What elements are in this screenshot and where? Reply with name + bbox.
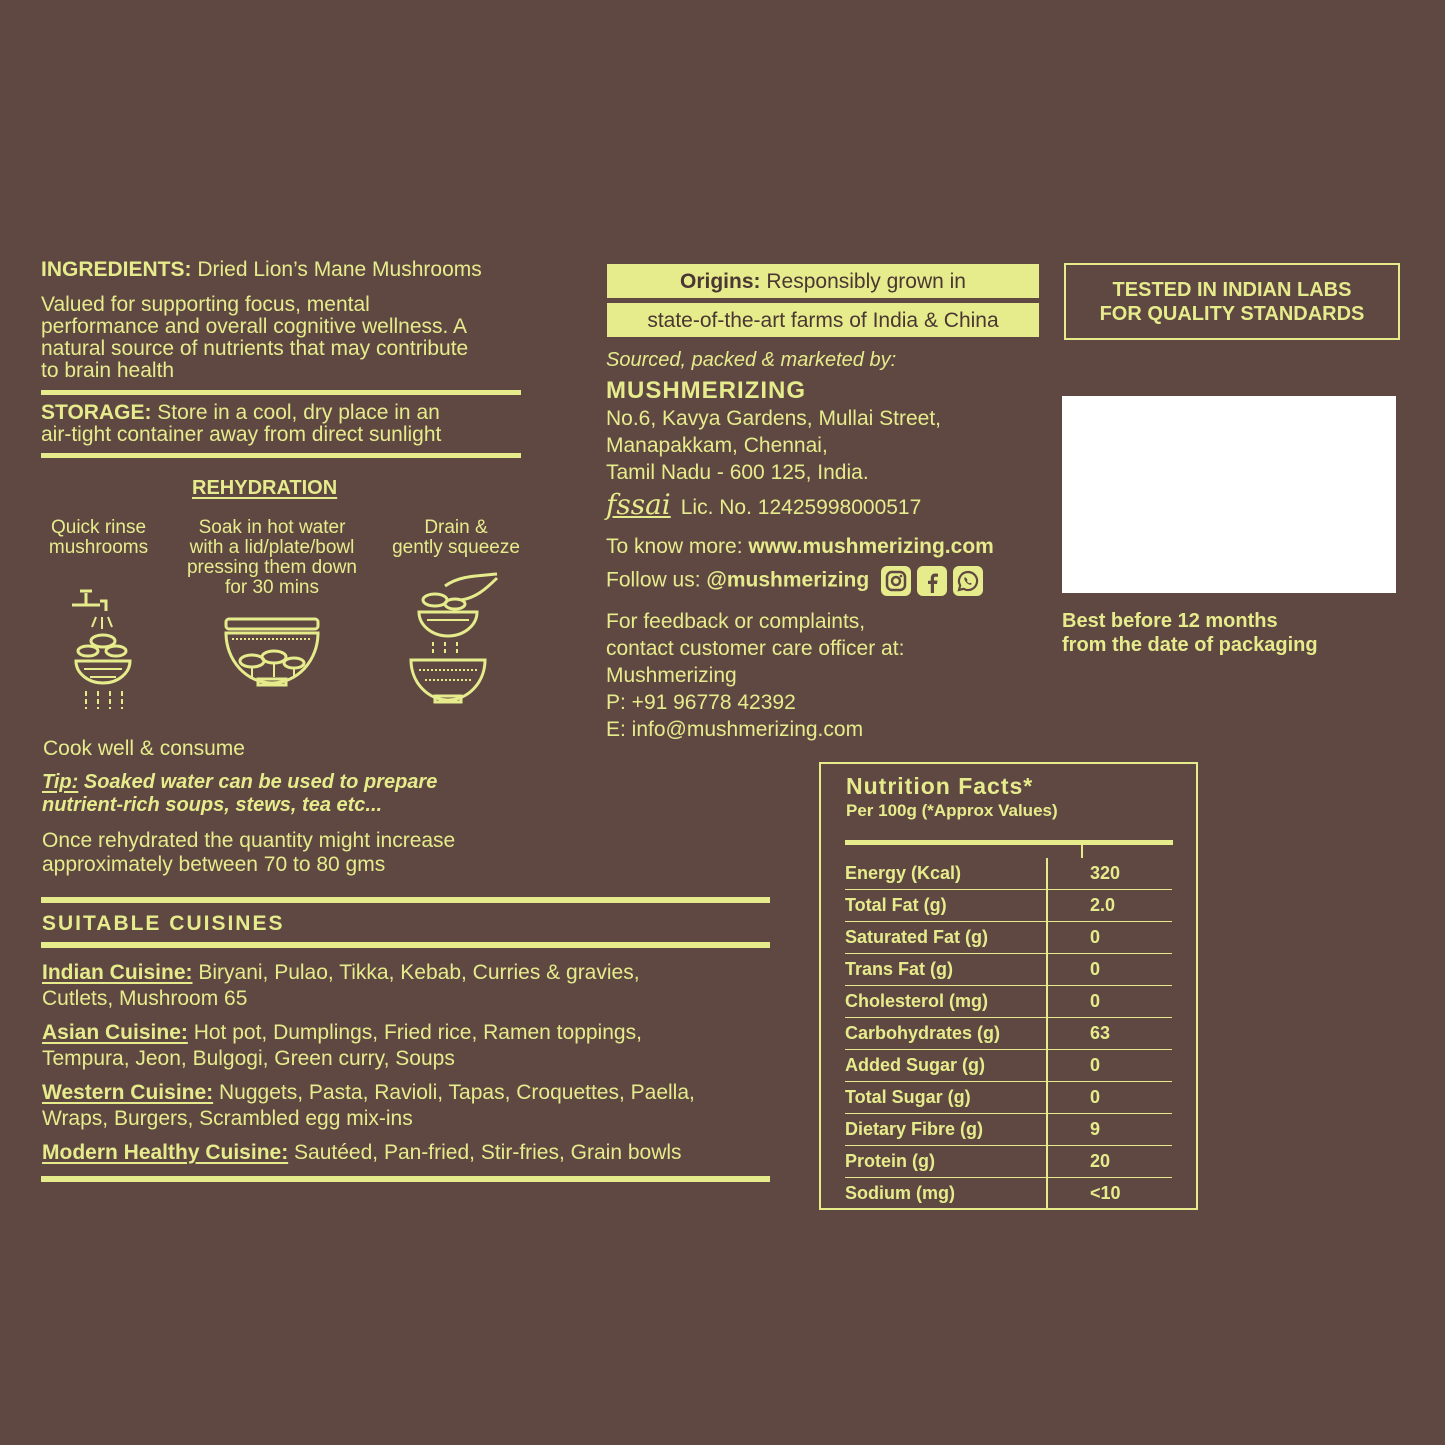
nutrition-table [845,858,1172,1209]
cuisine-label: Indian Cuisine: [42,961,193,984]
tested-badge [1064,263,1400,340]
feedback [606,608,904,743]
table-row [845,890,1172,922]
nutrient-value: 2.0 [1047,890,1172,922]
nutrient-name: Added Sugar (g) [845,1050,1047,1082]
nutrient-name: Cholesterol (mg) [845,986,1047,1018]
quantity-line: approximately between 70 to 80 gms [42,853,386,876]
step-text: for 30 mins [225,577,319,598]
drain-squeeze-icon [405,570,505,705]
cuisine-text: Sautéed, Pan-fried, Stir-fries, Grain bowls [288,1141,682,1164]
quantity-line: Once rehydrated the quantity might increase [42,829,456,852]
rehydration-step-1 [36,518,161,558]
feedback-line: Mushmerizing [606,664,737,687]
table-row [845,1050,1172,1082]
table-row [845,1178,1172,1210]
description-line: natural source of nutrients that may contribute [41,337,469,360]
know-more-label: To know more: [606,535,749,558]
facebook-icon[interactable] [917,566,947,596]
cuisine-text: Nuggets, Pasta, Ravioli, Tapas, Croquettes, Paella, [213,1081,695,1104]
cuisine-label: Western Cuisine: [42,1081,214,1104]
step-text: Soak in hot water [198,517,346,538]
best-before [1062,609,1318,657]
company-name: MUSHMERIZING [606,377,806,404]
soak-bowl-icon [222,615,322,690]
step-text: mushrooms [48,537,149,558]
rehydration-step-3 [381,518,531,558]
rinse-icon [66,585,136,715]
cuisine-item [42,1080,695,1132]
divider [41,453,521,458]
license-row [606,488,921,521]
description [41,294,468,382]
nutrition-column-rule [1081,845,1083,858]
best-before-line: Best before 12 months [1062,610,1278,632]
nutrient-value: 0 [1047,954,1172,986]
best-before-line: from the date of packaging [1062,634,1318,656]
cuisine-text: Hot pot, Dumplings, Fried rice, Ramen toppings, [187,1021,642,1044]
origins-label: Origins: [680,270,761,293]
address-line: Tamil Nadu - 600 125, India. [606,461,869,484]
nutrient-value: 320 [1047,858,1172,890]
fssai-logo: fssai [606,488,671,521]
rehydration-title: REHYDRATION [192,477,338,499]
nutrient-name: Dietary Fibre (g) [845,1114,1047,1146]
license-number: Lic. No. 12425998000517 [680,496,922,519]
cuisine-item [42,1140,695,1166]
description-line: performance and overall cognitive wellness. A [41,315,468,338]
feedback-line: For feedback or complaints, [606,610,866,633]
divider [41,942,770,948]
storage [41,402,441,446]
cuisine-text: Biryani, Pulao, Tikka, Kebab, Curries & gravies, [192,961,640,984]
origins-line2: state-of-the-art farms of India & China [647,309,999,332]
cuisine-text: Wraps, Burgers, Scrambled egg mix-ins [42,1107,413,1130]
divider [41,390,521,395]
nutrient-value: 20 [1047,1146,1172,1178]
nutrition-subtitle: Per 100g (*Approx Values) [846,801,1058,820]
nutrient-value: 9 [1047,1114,1172,1146]
tip-line1: Soaked water can be used to prepare [78,771,438,793]
cuisine-label: Asian Cuisine: [42,1021,188,1044]
nutrient-value: 0 [1047,922,1172,954]
tip [42,771,437,817]
ingredients-line [41,259,482,281]
nutrient-value: <10 [1047,1178,1172,1210]
step-text: with a lid/plate/bowl [189,537,355,558]
nutrient-name: Energy (Kcal) [845,858,1047,890]
table-row [845,954,1172,986]
feedback-phone: P: +91 96778 42392 [606,691,796,714]
cuisine-text: Cutlets, Mushroom 65 [42,987,248,1010]
nutrient-name: Trans Fat (g) [845,954,1047,986]
nutrient-name: Saturated Fat (g) [845,922,1047,954]
nutrient-name: Total Sugar (g) [845,1082,1047,1114]
origins-band-1 [607,264,1039,298]
tip-line2: nutrient-rich soups, stews, tea etc... [42,794,383,816]
address-line: No.6, Kavya Gardens, Mullai Street, [606,407,941,430]
address [606,405,941,486]
nutrition-title: Nutrition Facts* [846,773,1034,799]
table-row [845,1082,1172,1114]
whatsapp-icon[interactable] [953,566,983,596]
table-row [845,1146,1172,1178]
follow-row [606,566,983,596]
storage-line1: Store in a cool, dry place in an [151,401,440,424]
cuisine-item [42,960,695,1012]
nutrition-divider [845,840,1173,845]
website-link[interactable]: www.mushmerizing.com [748,535,994,558]
rehydration-step-2 [173,518,371,598]
address-line: Manapakkam, Chennai, [606,434,828,457]
tip-label: Tip: [42,771,79,793]
cuisines-title: SUITABLE CUISINES [42,912,285,935]
sourced-label: Sourced, packed & marketed by: [606,349,897,371]
step-text: gently squeeze [392,537,520,558]
feedback-line: contact customer care officer at: [606,637,905,660]
origins-band-2 [607,303,1039,337]
ingredients-text: Dried Lion’s Mane Mushrooms [191,258,482,281]
cook-text: Cook well & consume [43,737,245,760]
tested-line: FOR QUALITY STANDARDS [1099,302,1365,325]
nutrient-name: Carbohydrates (g) [845,1018,1047,1050]
cuisine-text: Tempura, Jeon, Bulgogi, Green curry, Soups [42,1047,455,1070]
ingredients-label: INGREDIENTS: [41,258,192,281]
description-line: to brain health [41,359,175,382]
nutrient-name: Total Fat (g) [845,890,1047,922]
step-text: pressing them down [186,557,358,578]
nutrient-value: 0 [1047,1050,1172,1082]
nutrient-name: Protein (g) [845,1146,1047,1178]
cuisine-label: Modern Healthy Cuisine: [42,1141,289,1164]
table-row [845,1114,1172,1146]
follow-label: Follow us: [606,568,707,592]
table-row [845,858,1172,890]
tested-line: TESTED IN INDIAN LABS [1112,278,1352,301]
origins-line1: Responsibly grown in [760,270,966,293]
table-row [845,986,1172,1018]
table-row [845,922,1172,954]
label-placeholder-box [1062,396,1396,593]
quantity-note [42,829,455,877]
know-more [606,535,994,559]
cuisine-list [42,960,695,1166]
instagram-icon[interactable] [881,566,911,596]
step-text: Drain & [424,517,488,538]
divider [41,1176,770,1182]
cuisine-item [42,1020,695,1072]
storage-line2: air-tight container away from direct sunlight [41,423,442,446]
nutrient-value: 0 [1047,986,1172,1018]
divider [41,897,770,903]
nutrient-name: Sodium (mg) [845,1183,955,1203]
feedback-email: E: info@mushmerizing.com [606,718,864,741]
step-text: Quick rinse [50,517,147,538]
table-row [845,1018,1172,1050]
social-handle[interactable]: @mushmerizing [706,568,870,592]
nutrient-value: 63 [1047,1018,1172,1050]
storage-label: STORAGE: [41,401,152,424]
nutrient-value: 0 [1047,1082,1172,1114]
description-line: Valued for supporting focus, mental [41,293,370,316]
